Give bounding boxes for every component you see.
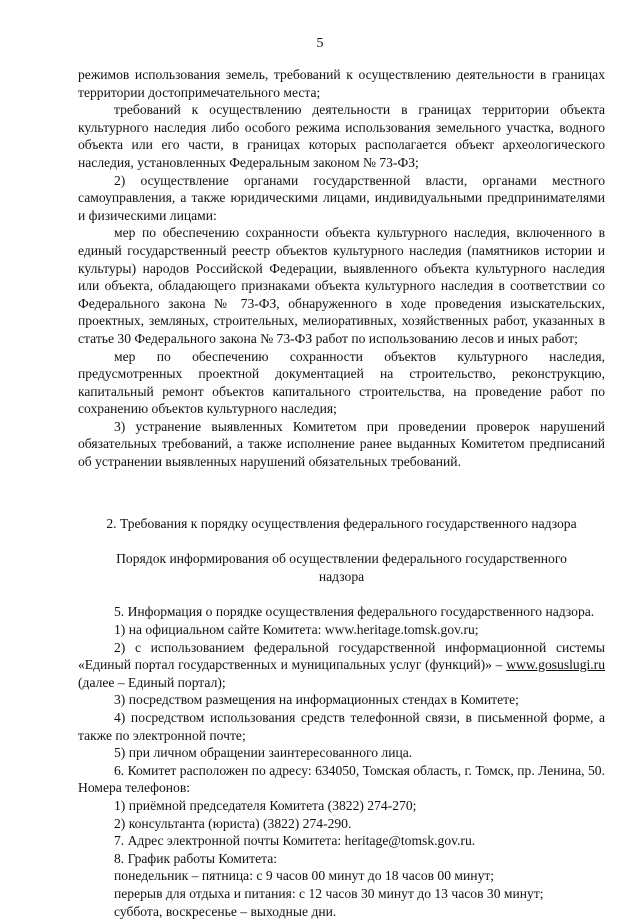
phone-item: 1) приёмной председателя Комитета (3822) 274-270;	[114, 797, 417, 813]
info-item: 1) на официальном сайте Комитета: www.heritage.tomsk.gov.ru;	[114, 622, 479, 638]
paragraph: 3) устранение выявленных Комитетом при проведении проверок нарушений обязательных требований, а также исполнение ранее выданных Комитетом предписаний об устранении выявленных нарушений обязательных требований.	[78, 418, 605, 470]
info-item-text: 2) с использованием федеральной государственной информационной системы «Единый портал государственных и муниципальных услуг (функций)» –	[78, 639, 605, 673]
document-body	[78, 66, 605, 920]
schedule-item: перерыв для отдыха и питания: с 12 часов 30 минут до 13 часов 30 минут;	[114, 885, 544, 901]
info-item	[78, 639, 605, 692]
paragraph: мер по обеспечению сохранности объекта культурного наследия, включенного в единый государственный реестр объектов культурного наследия (памятников истории и культуры) народов Российской Федерации, выявленного объекта культурного наследия или объекта, обладающего признаками объекта культурного наследия в соответствии со Федерального закона № 73-ФЗ, обнаруженного в ходе проведения изыскательских, проектных, земляных, строительных, мелиоративных, хозяйственных работ, указанных в статье 30 Федерального закона № 73-ФЗ работ по использованию лесов и иных работ;	[78, 225, 605, 346]
sub-heading: Порядок информирования об осуществлении федерального государственного надзора	[116, 551, 567, 584]
address-paragraph: 6. Комитет расположен по адресу: 634050, Томская область, г. Томск, пр. Ленина, 50. Номера телефонов:	[78, 762, 605, 796]
paragraph: мер по обеспечению сохранности объектов культурного наследия, предусмотренных проектной документацией на строительство, реконструкцию, капитальный ремонт объектов капитального строительства, на проведение работ по сохранению объектов культурного наследия;	[78, 348, 605, 417]
info-paragraph: 5. Информация о порядке осуществления федерального государственного надзора.	[114, 604, 595, 620]
paragraph: требований к осуществлению деятельности в границах территории объекта культурного наследия либо особого режима использования земельного участка, водного объекта или его части, в границах которых располагается объект археологического наследия, установленных Федеральным законом № 73-ФЗ;	[78, 102, 605, 170]
paragraph: режимов использования земель, требований к осуществлению деятельности в границах территории достопримечательного места;	[78, 67, 605, 100]
info-item-text: (далее – Единый портал);	[78, 674, 226, 690]
gosuslugi-link[interactable]: www.gosuslugi.ru	[506, 657, 605, 673]
phone-item: 2) консультанта (юриста) (3822) 274-290.	[114, 815, 352, 831]
paragraph: 2) осуществление органами государственной власти, органами местного самоуправления, а также юридическими лицами, индивидуальными предпринимателями и физическими лицами:	[78, 172, 605, 223]
info-item: 3) посредством размещения на информационных стендах в Комитете;	[114, 692, 519, 708]
email-paragraph: 7. Адрес электронной почты Комитета: heritage@tomsk.gov.ru.	[114, 833, 476, 849]
schedule-item: понедельник – пятница: с 9 часов 00 минут до 18 часов 00 минут;	[114, 868, 495, 884]
schedule-item: суббота, воскресенье – выходные дни.	[114, 903, 337, 919]
page-number: 5	[316, 36, 324, 51]
schedule-heading: 8. График работы Комитета:	[114, 850, 278, 866]
info-item: 4) посредством использования средств телефонной связи, в письменной форме, а также по электронной почте;	[78, 710, 605, 743]
info-item: 5) при личном обращении заинтересованного лица.	[114, 745, 413, 761]
section-heading: 2. Требования к порядку осуществления федерального государственного надзора	[106, 515, 577, 531]
